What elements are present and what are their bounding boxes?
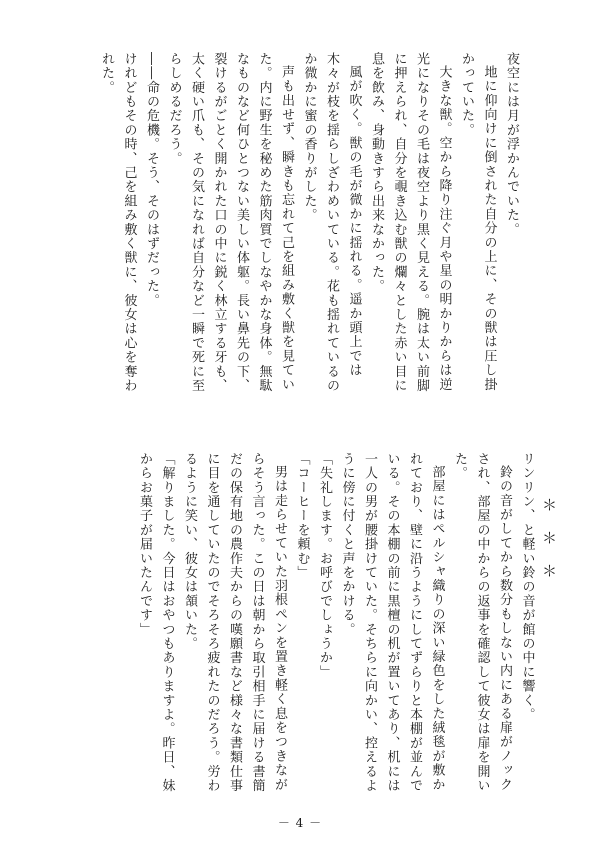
bottom-text-block <box>70 452 560 797</box>
dialogue-line: 「コーヒーを頼む」 <box>294 452 310 580</box>
paragraph: 声も出せず、瞬きも忘れて己を組み敷く獣を見ていた。内に野生を秘めた筋肉質でしなやかな身体。無駄なものなど何ひとつない美しい体躯。長い鼻先の下、裂けるがごとく開かれた口の中に鋭く林立する牙も、太く硬い爪も、その気になれば自分など一瞬で死に至らしめるだろう。 <box>166 52 294 393</box>
paragraph: ――命の危機。そう、そのはずだった。 <box>144 52 159 308</box>
paragraph: 鈴の音がしてから数分もしない内にある扉がノックされ、部屋の中からの返事を確認して彼女は扉を開いた。 <box>452 452 512 793</box>
paragraph: 男は走らせていた羽根ペンを置き軽く息をつきながらそう言った。この日は朝から取引相手に届ける書簡だの保有地の農作夫からの嘆願書など様々な書類仕事に目を通していたのでそろそろ疲れたのだろう。労わるように笑い、彼女は頷いた。 <box>182 452 287 793</box>
dialogue-line: 「解りました。今日はおやつもありますよ。昨日、妹からお菓子が届いたんです」 <box>137 452 175 793</box>
top-text-block <box>82 52 522 402</box>
page-number: － 4 － <box>277 816 323 830</box>
paragraph: リンリン、と軽い鈴の音が館の中に響く。 <box>519 452 535 722</box>
paragraph: 夜空には月が浮かんでいた。 <box>504 52 519 237</box>
section-break-asterisks: ＊＊＊ <box>540 497 558 596</box>
paragraph: 大きな獣。空から降り注ぐ月や星の明かりからは逆光になりその毛は夜空より黒く見える。腕は太い前脚に押えられ、自分を覗き込む獣の爛々とした赤い目に息を飲み、身動きすら出来なかった。 <box>369 52 452 393</box>
paragraph: 風が吹く。獣の毛が微かに揺れる。遥か頭上では木々が枝を揺らしざわめいている。花も揺れているのか微かに蜜の香りがした。 <box>301 52 362 393</box>
paragraph: 地に仰向けに倒された自分の上に、その獣は圧し掛かっていた。 <box>459 52 497 392</box>
paragraph: けれどもその時、己を組み敷く獣に、彼女は心を奪われた。 <box>99 52 137 393</box>
dialogue-line: 「失礼します。お呼びでしょうか」 <box>317 452 332 680</box>
paragraph: 部屋にはペルシャ織りの深い緑色をした絨毯が敷かれており、壁に沿うようにしてずらりと本棚が並んでいる。その本棚の前に黒檀の机が置いてあり、机には一人の男が腰掛けていた。そちらに向かい、控えるように傍に付くと声をかける。 <box>339 452 445 793</box>
